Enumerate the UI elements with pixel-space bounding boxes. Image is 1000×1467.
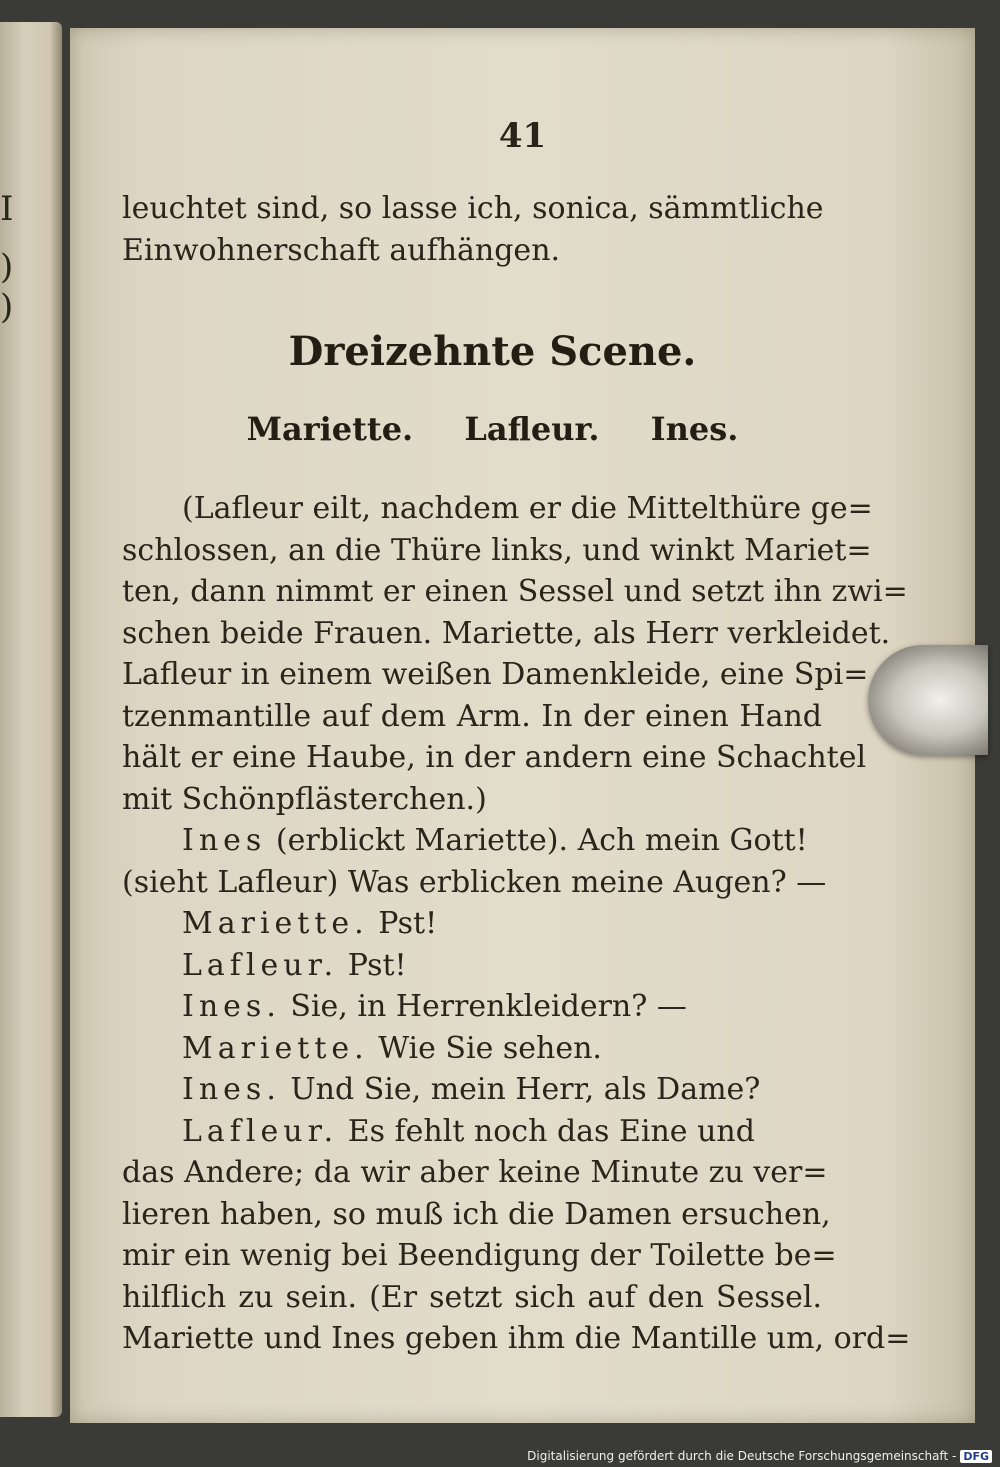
dialog-text: Und Sie, mein Herr, als Dame? <box>280 1072 761 1107</box>
dialog-text: (sieht Lafleur) Was erblicken meine Augen? — <box>122 864 827 900</box>
digitization-credit <box>527 1449 992 1463</box>
page-clip <box>868 645 988 755</box>
text-line: schen beide Frauen. Mariette, als Herr verkleidet. <box>122 615 891 651</box>
dialog-line <box>122 1111 822 1153</box>
text-line: mir ein wenig bei Beendigung der Toilette be= <box>122 1238 837 1273</box>
dialog-text: Pst! <box>368 906 438 941</box>
speaker-name: Mariette. <box>182 1030 369 1066</box>
lafleur-continuation <box>122 1152 911 1360</box>
speaker-name: Lafleur. <box>182 947 339 983</box>
left-page-glyph: ) <box>0 287 14 327</box>
scene-title: Dreizehnte Scene. <box>288 328 697 375</box>
carryover-text <box>122 188 822 271</box>
text-line: Lafleur in einem weißen Damenkleide, eine Spi= <box>122 657 869 692</box>
character-list: Mariette. Lafleur. Ines. <box>246 410 739 448</box>
text-line: hilflich zu sein. (Er setzt sich auf den Sessel. <box>122 1279 822 1315</box>
dialog-text: Sie, in Herrenkleidern? — <box>280 989 687 1024</box>
text-line: lieren haben, so muß ich die Damen ersuchen, <box>122 1196 831 1232</box>
dialog-line <box>122 903 822 945</box>
speaker-name: Ines. <box>182 989 281 1024</box>
dialog-line <box>122 820 822 862</box>
dialog-line <box>122 1028 822 1070</box>
book-page <box>70 28 975 1423</box>
speaker-name: Ines <box>182 823 267 858</box>
dialog-text: Es fehlt noch das Eine und <box>338 1113 755 1149</box>
dialog-text: Wie Sie sehen. <box>368 1030 602 1066</box>
dialog-text: Pst! <box>338 947 407 983</box>
scene-body <box>122 488 911 1360</box>
text-line: (Lafleur eilt, nachdem er die Mittelthüre ge= <box>182 491 873 526</box>
text-line: mit Schönpflästerchen.) <box>122 781 487 817</box>
left-page-edge <box>0 22 62 1417</box>
dialog-line <box>122 945 822 987</box>
text-line: leuchtet sind, so lasse ich, sonica, sämmtliche <box>122 191 824 226</box>
page-number: 41 <box>498 116 547 156</box>
speaker-name: Lafleur. <box>182 1113 339 1149</box>
credit-text: Digitalisierung gefördert durch die Deutsche Forschungsgemeinschaft - <box>527 1449 957 1463</box>
speaker-name: Mariette. <box>182 906 369 941</box>
dfg-logo-icon: DFG <box>960 1450 992 1463</box>
dialog-line <box>122 986 822 1028</box>
text-line: schlossen, an die Thüre links, und winkt Mariet= <box>122 532 872 568</box>
left-page-glyph: ) <box>0 247 14 287</box>
text-line: das Andere; da wir aber keine Minute zu ver= <box>122 1155 828 1190</box>
text-line: hält er eine Haube, in der andern eine Schachtel <box>122 740 867 775</box>
dialog-text: (erblickt Mariette). Ach mein Gott! <box>266 823 808 858</box>
dialog-line <box>122 1069 822 1111</box>
text-line: Einwohnerschaft aufhängen. <box>122 232 561 268</box>
text-line: ten, dann nimmt er einen Sessel und setzt ihn zwi= <box>122 574 908 609</box>
left-page-glyph: I <box>0 189 14 229</box>
speaker-name: Ines. <box>182 1072 281 1107</box>
dialog-line <box>122 862 827 904</box>
text-line: Mariette und Ines geben ihm die Mantille um, ord= <box>122 1321 911 1356</box>
stage-direction <box>122 488 908 820</box>
text-line: tzenmantille auf dem Arm. In der einen Hand <box>122 698 822 734</box>
